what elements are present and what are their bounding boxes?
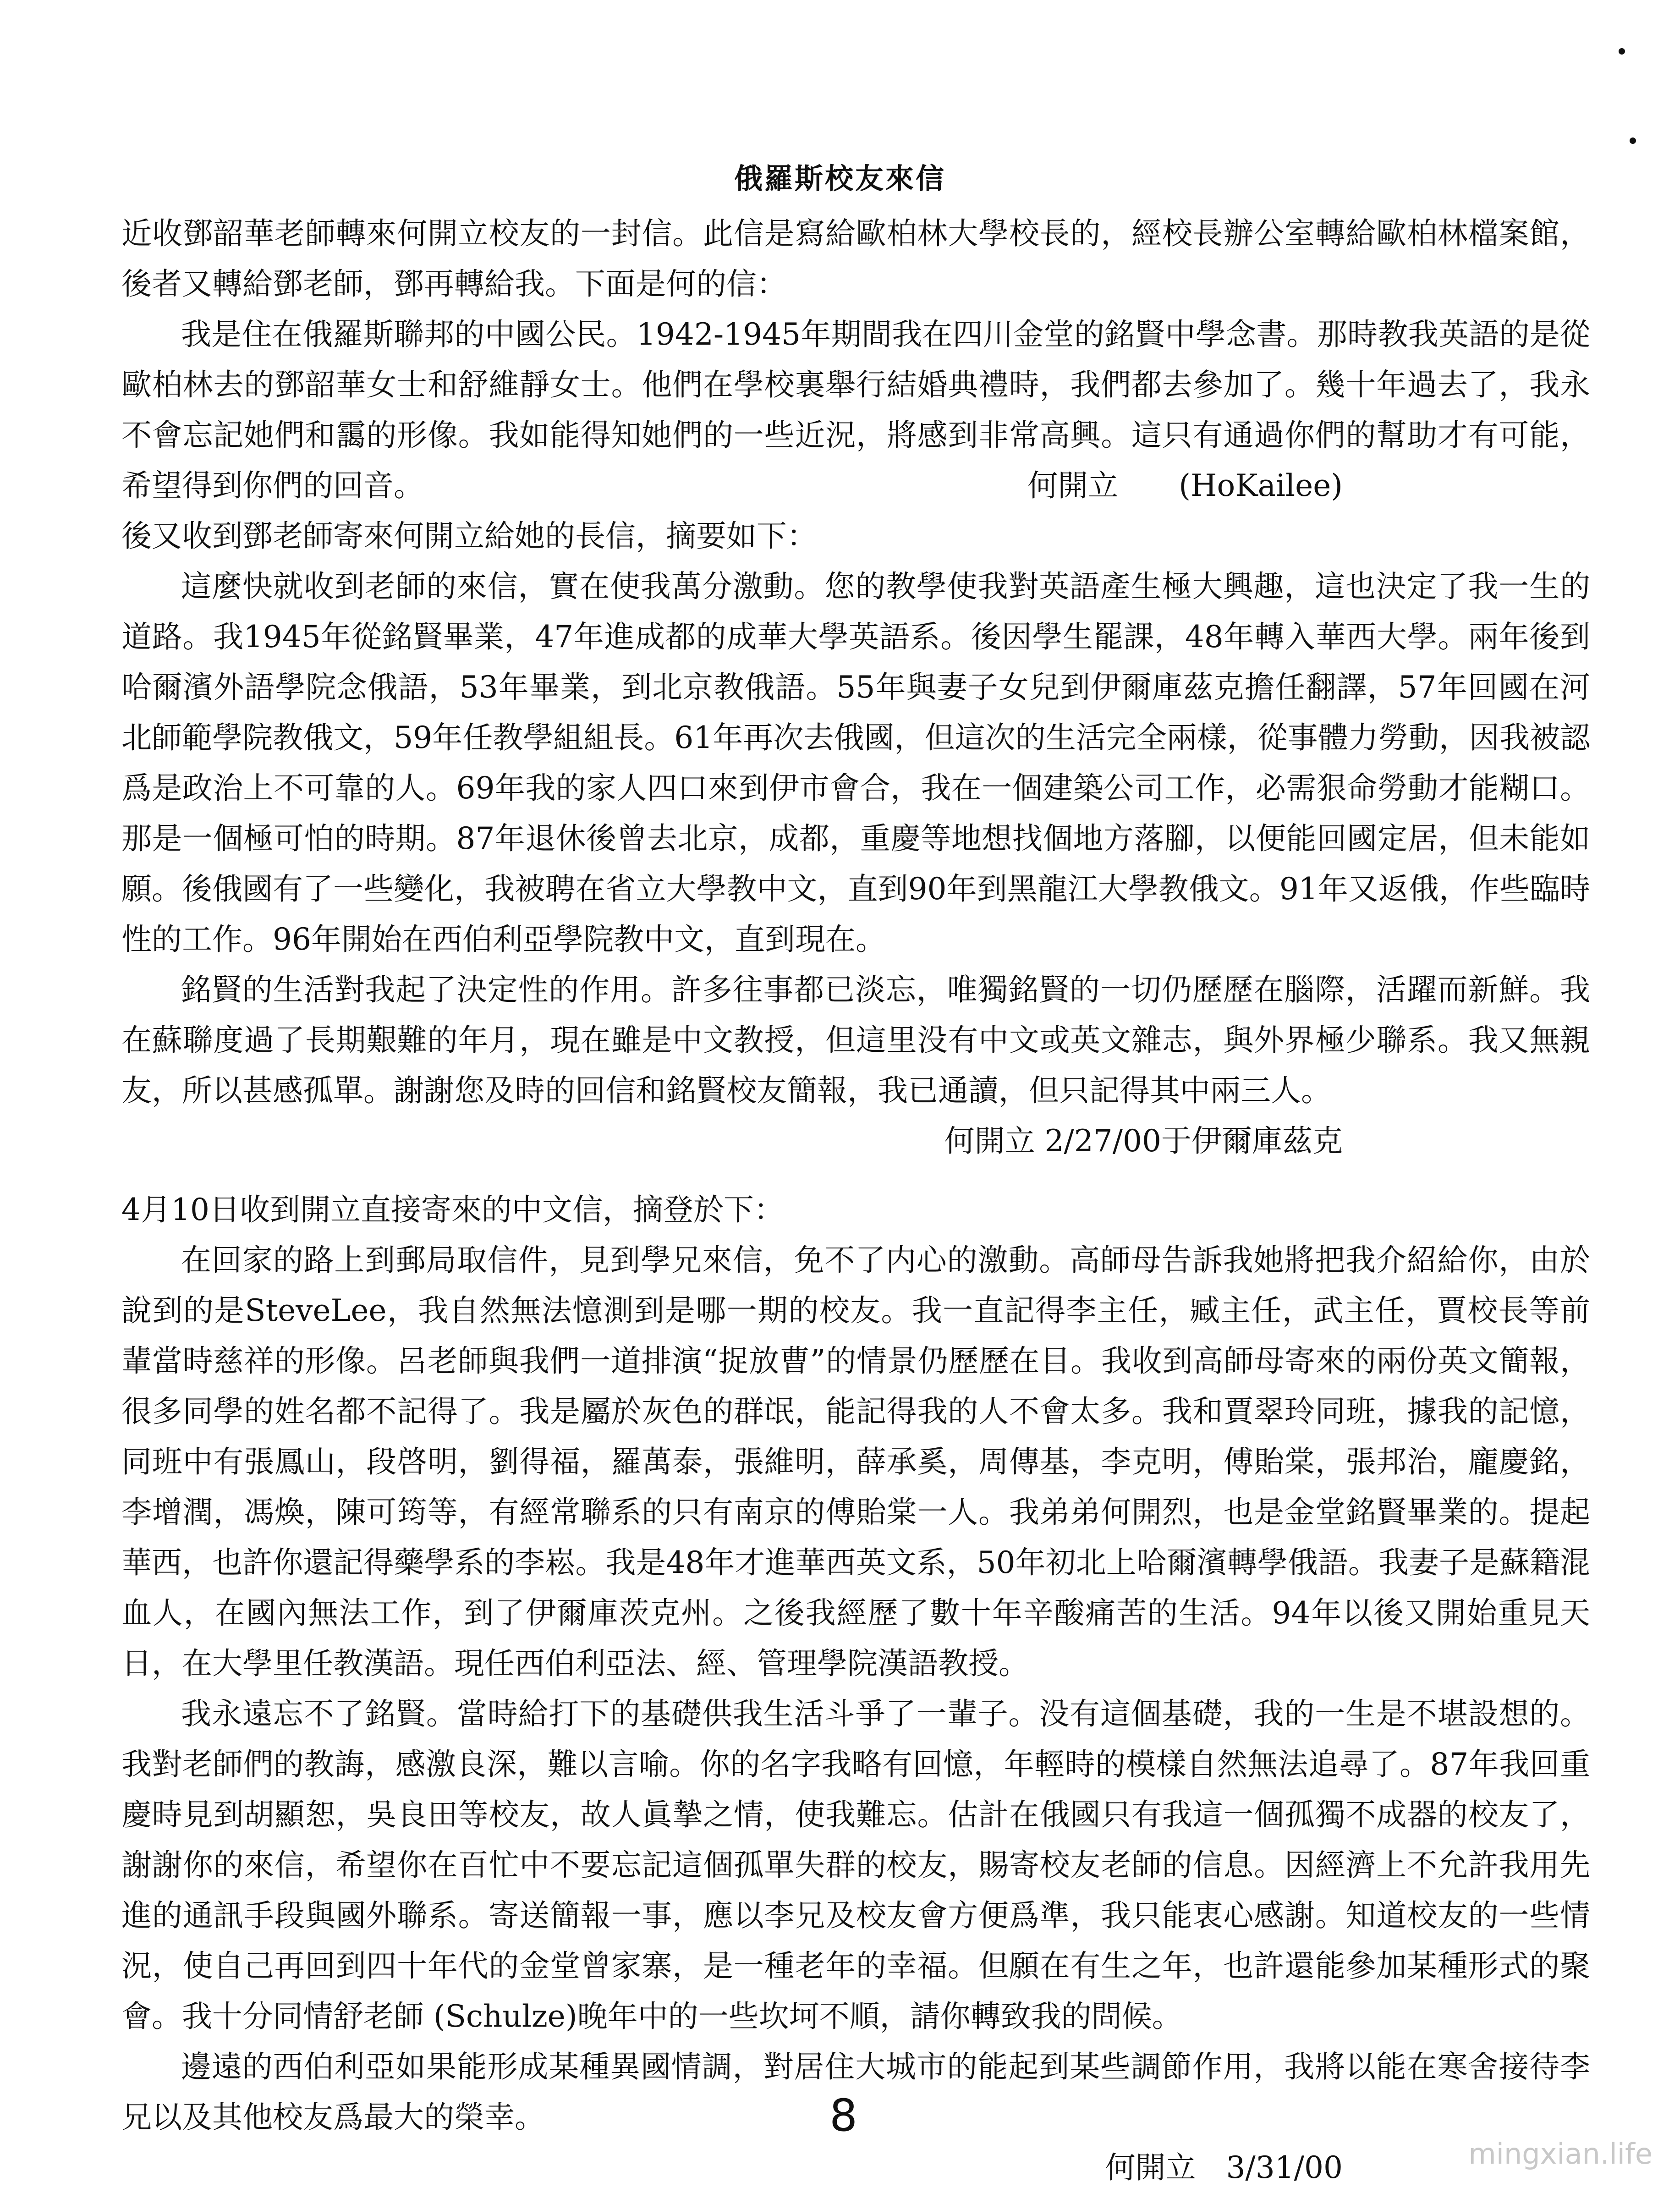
letter2-signature: 何開立 2/27/00于伊爾庫茲克 xyxy=(944,1123,1343,1159)
letter1-body xyxy=(121,309,1590,511)
letter3-paragraph-3-text: 邊遠的西伯利亞如果能形成某種異國情調，對居住大城市的能起到某些調節作用，我將以能在寒舍接待李兄以及其他校友爲最大的榮幸。 xyxy=(121,2049,1590,2135)
watermark: mingxian.life xyxy=(1468,2137,1653,2171)
letter3-signature: 何開立 3/31/00 xyxy=(1105,2150,1343,2185)
section-gap xyxy=(121,1166,1590,1185)
intro-paragraph: 近收鄧韶華老師轉來何開立校友的一封信。此信是寫給歐柏林大學校長的，經校長辦公室轉給歐柏林檔案館，後者又轉給鄧老師，鄧再轉給我。下面是何的信： xyxy=(121,216,1590,302)
intro3-paragraph: 4月10日收到開立直接寄來的中文信，摘登於下： xyxy=(121,1192,784,1227)
intro2-paragraph: 後又收到鄧老師寄來何開立給她的長信，摘要如下： xyxy=(121,518,817,554)
letter2-paragraph-2: 銘賢的生活對我起了決定性的作用。許多往事都已淡忘，唯獨銘賢的一切仍歷歷在腦際，活躍而新鮮。我在蘇聯度過了長期艱難的年月，現在雖是中文教授，但這里没有中文或英文雜志，與外界極少聯系。我又無親友，所以甚感孤單。謝謝您及時的回信和銘賢校友簡報，我已通讀，但只記得其中兩三人。 xyxy=(121,972,1590,1108)
article-body xyxy=(121,209,1590,2193)
letter1-text: 我是住在俄羅斯聯邦的中國公民。1942-1945年期間我在四川金堂的銘賢中學念書。那時教我英語的是從歐柏林去的鄧韶華女士和舒維靜女士。他們在學校裏舉行結婚典禮時，我們都去參加了。幾十年過去了，我永不會忘記她們和靄的形像。我如能得知她們的一些近況，將感到非常高興。這只有通過你們的幫助才有可能，希望得到你們的回音。 xyxy=(121,317,1590,503)
letter3-paragraph-2: 我永遠忘不了銘賢。當時給打下的基礎供我生活斗爭了一輩子。没有這個基礎，我的一生是不堪設想的。我對老師們的教誨，感激良深，難以言喻。你的名字我略有回憶，年輕時的模樣自然無法追尋了。87年我回重慶時見到胡顯恕，吳良田等校友，故人眞摯之情，使我難忘。估計在俄國只有我這一個孤獨不成器的校友了，謝謝你的來信，希望你在百忙中不要忘記這個孤單失群的校友，賜寄校友老師的信息。因經濟上不允許我用先進的通訊手段與國外聯系。寄送簡報一事，應以李兄及校友會方便爲準，我只能衷心感謝。知道校友的一些情況，使自己再回到四十年代的金堂曾家寨，是一種老年的幸福。但願在有生之年，也許還能參加某種形式的聚會。我十分同情舒老師 (Schulze)晚年中的一些坎坷不順，請你轉致我的問候。 xyxy=(121,1696,1590,2034)
scan-speck xyxy=(1630,137,1636,144)
letter1-signature: 何開立 (HoKailee) xyxy=(1027,468,1343,503)
document-title: 俄羅斯校友來信 xyxy=(734,162,946,195)
letter3-paragraph-1: 在回家的路上到郵局取信件，見到學兄來信，免不了内心的激動。高師母告訴我她將把我介紹給你，由於說到的是SteveLee，我自然無法憶測到是哪一期的校友。我一直記得李主任，臧主任，武主任，賈校長等前輩當時慈祥的形像。呂老師與我們一道排演“捉放曹”的情景仍歷歷在目。我收到高師母寄來的兩份英文簡報，很多同學的姓名都不記得了。我是屬於灰色的群氓，能記得我的人不會太多。我和賈翠玲同班，據我的記憶，同班中有張鳳山，段啓明，劉得福，羅萬泰，張維明，薛承奚，周傳基，李克明，傅貽棠，張邦治，龐慶銘，李增潤，馮煥，陳可筠等，有經常聯系的只有南京的傅貽棠一人。我弟弟何開烈，也是金堂銘賢畢業的。提起華西，也許你還記得藥學系的李崧。我是48年才進華西英文系，50年初北上哈爾濱轉學俄語。我妻子是蘇籍混血人，在國內無法工作，到了伊爾庫茨克州。之後我經歷了數十年辛酸痛苦的生活。94年以後又開始重見天日，在大學里任教漢語。現任西伯利亞法、經、管理學院漢語教授。 xyxy=(121,1242,1590,1681)
page-number: 8 xyxy=(829,2090,858,2141)
scan-speck xyxy=(1619,48,1625,55)
letter2-paragraph-1: 這麼快就收到老師的來信，實在使我萬分激動。您的教學使我對英語產生極大興趣，這也決定了我一生的道路。我1945年從銘賢畢業，47年進成都的成華大學英語系。後因學生罷課，48年轉入華西大學。兩年後到哈爾濱外語學院念俄語，53年畢業，到北京教俄語。55年與妻子女兒到伊爾庫茲克擔任翻譯，57年回國在河北師範學院教俄文，59年任教學組組長。61年再次去俄國，但這次的生活完全兩樣，從事體力勞動，因我被認爲是政治上不可靠的人。69年我的家人四口來到伊市會合，我在一個建築公司工作，必需狠命勞動才能糊口。那是一個極可怕的時期。87年退休後曾去北京，成都，重慶等地想找個地方落腳，以便能回國定居，但未能如願。後俄國有了一些變化，我被聘在省立大學教中文，直到90年到黑龍江大學教俄文。91年又返俄，作些臨時性的工作。96年開始在西伯利亞學院教中文，直到現在。 xyxy=(121,569,1590,957)
